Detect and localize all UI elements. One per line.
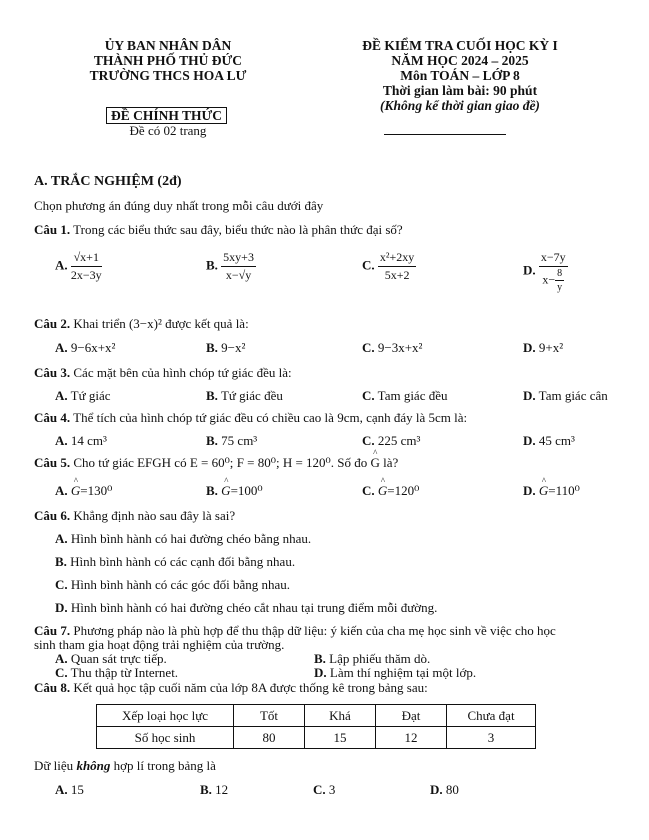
q4-text: Thể tích của hình chóp tứ giác đều có chiều cao là 9cm, cạnh đáy là 5cm là: (73, 410, 468, 425)
angle-f: F = 80⁰; (236, 455, 280, 470)
section-title: A. TRẮC NGHIỆM (2đ) (34, 174, 182, 189)
q7-label: Câu 7. (34, 623, 71, 638)
q8-question: Dữ liệu không hợp lí trong bảng là (34, 758, 216, 773)
q1-c-fraction: $\frac{\text{x²+2xy}}{5x+2}$ (379, 250, 415, 282)
q1-d-inner-fraction: $\frac{8}{y}$ (557, 268, 563, 293)
q2-option-c: C. 9−3x+x² (362, 340, 423, 355)
duration: Thời gian làm bài: 90 phút (382, 83, 538, 98)
table-header-cell: Xếp loại học lực (97, 705, 234, 727)
q1-option-b (206, 250, 256, 283)
q1-option-d (523, 250, 568, 293)
q7-text-line1: Phương pháp nào là phù hợp để thu thập dữ liệu: ý kiến của cha mẹ học sinh về việc cho học (73, 623, 556, 638)
table-row (97, 727, 536, 749)
q3-text: Các mặt bên của hình chóp tứ giác đều là: (73, 365, 292, 380)
duration-note: (Không kể thời gian giao đề) (380, 98, 540, 113)
q3-option-b: B. Tứ giác đều (206, 388, 283, 403)
city-name: THÀNH PHỐ THỦ ĐỨC (93, 53, 243, 68)
question-3 (34, 365, 292, 381)
question-6 (34, 508, 235, 524)
q1-d-fraction: x−7y x− $\frac{8}{y}$ (540, 250, 566, 293)
q6-option-b: B. Hình bình hành có các cạnh đối bằng nhau. (55, 554, 296, 569)
q7-option-b: B. Lập phiếu thăm dò. (314, 651, 431, 666)
q3-option-a: A. Tứ giác (55, 388, 111, 403)
q4-option-c: C. 225 cm³ (362, 433, 421, 448)
school-year: NĂM HỌC 2024 – 2025 (391, 53, 529, 68)
header-divider (384, 134, 506, 135)
q1-text: Trong các biểu thức sau đây, biểu thức nào là phân thức đại số? (73, 222, 403, 237)
official-stamp: ĐỀ CHÍNH THỨC (106, 107, 227, 124)
angle-e: E = 60⁰; (189, 455, 234, 470)
table-header-row (97, 705, 536, 727)
question-4 (34, 410, 467, 426)
table-cell: 3 (447, 727, 536, 749)
q1-option-a (55, 250, 102, 283)
q1-option-c (362, 250, 416, 283)
q7-text-line2: sinh tham gia hoạt động trải nghiệm của trường. (34, 637, 285, 652)
q6-option-c: C. Hình bình hành có các góc đối bằng nhau. (55, 577, 291, 592)
q5-option-c: C. ^ G=120⁰ (362, 483, 419, 499)
question-5: Câu 5. Cho tứ giác EFGH có E = 60⁰; F = 80⁰; H = 120⁰. Số đo ^ G là? (34, 455, 398, 471)
q8-emphasis: không (76, 758, 111, 773)
q1-b-letter: B. (206, 257, 218, 273)
grade-table (96, 704, 536, 749)
q5-option-d: D. ^ G=110⁰ (523, 483, 580, 499)
q2-option-d: D. 9+x² (523, 340, 564, 355)
table-header-cell: Khá (305, 705, 376, 727)
q4-option-d: D. 45 cm³ (523, 433, 575, 448)
q4-option-a: A. 14 cm³ (55, 433, 107, 448)
q5-option-b: B. ^ G=100⁰ (206, 483, 263, 499)
angle-h: H = 120⁰ (282, 455, 331, 470)
question-1 (34, 222, 403, 238)
q2-text: Khai triển (3−x)² được kết quả là: (73, 316, 249, 331)
q2-option-b: B. 9−x² (206, 340, 246, 355)
page-count: Đề có 02 trang (129, 123, 207, 138)
q8-option-d: D. 80 (430, 782, 459, 797)
q1-b-fraction: $\frac{5xy+3}{x-√y}$ (223, 250, 254, 282)
q8-option-c: C. 3 (313, 782, 336, 797)
q2-option-a: A. 9−6x+x² (55, 340, 116, 355)
table-header-cell: Đạt (376, 705, 447, 727)
q5-label: Câu 5. (34, 455, 71, 470)
q2-label: Câu 2. (34, 316, 71, 331)
header-right (330, 38, 590, 113)
table-cell: 12 (376, 727, 447, 749)
angle-g: ^ G (371, 455, 380, 471)
q8-text: Kết quả học tập cuối năm của lớp 8A được thống kê trong bảng sau: (73, 680, 428, 695)
q1-label: Câu 1. (34, 222, 71, 237)
table-cell: 80 (234, 727, 305, 749)
table-header-cell: Tốt (234, 705, 305, 727)
q7-option-d: D. Làm thí nghiệm tại một lớp. (314, 665, 477, 680)
q8-option-a: A. 15 (55, 782, 84, 797)
q8-label: Câu 8. (34, 680, 71, 695)
q1-d-letter: D. (523, 262, 536, 278)
table-cell: 15 (305, 727, 376, 749)
q1-c-letter: C. (362, 257, 375, 273)
q1-a-letter: A. (55, 257, 68, 273)
q3-option-d: D. Tam giác cân (523, 388, 608, 403)
q7-option-a: A. Quan sát trực tiếp. (55, 651, 167, 666)
q6-option-a: A. Hình bình hành có hai đường chéo bằng nhau. (55, 531, 312, 546)
q6-label: Câu 6. (34, 508, 71, 523)
exam-title: ĐỀ KIỂM TRA CUỐI HỌC KỲ I (362, 38, 558, 53)
q3-option-c: C. Tam giác đều (362, 388, 448, 403)
question-2 (34, 316, 249, 332)
header-left (68, 38, 268, 83)
q4-label: Câu 4. (34, 410, 71, 425)
table-cell: Số học sinh (97, 727, 234, 749)
school-name: TRƯỜNG THCS HOA LƯ (89, 68, 247, 83)
subject: Môn TOÁN – LỚP 8 (400, 68, 520, 83)
q4-option-b: B. 75 cm³ (206, 433, 258, 448)
q7-option-c: C. Thu thập từ Internet. (55, 665, 179, 680)
q6-option-d: D. Hình bình hành có hai đường chéo cắt nhau tại trung điểm mỗi đường. (55, 600, 438, 615)
question-8 (34, 680, 428, 696)
q5-option-a: A. ^ G=130⁰ (55, 483, 112, 499)
table-header-cell: Chưa đạt (447, 705, 536, 727)
q1-a-fraction: $\frac{√x+1}{2x-3y}$ (70, 250, 102, 282)
q6-text: Khẳng định nào sau đây là sai? (73, 508, 236, 523)
agency-name: ỦY BAN NHÂN DÂN (104, 38, 232, 53)
section-instruction: Chọn phương án đúng duy nhất trong mỗi câu dưới đây (34, 198, 324, 213)
q8-option-b: B. 12 (200, 782, 229, 797)
q3-label: Câu 3. (34, 365, 71, 380)
